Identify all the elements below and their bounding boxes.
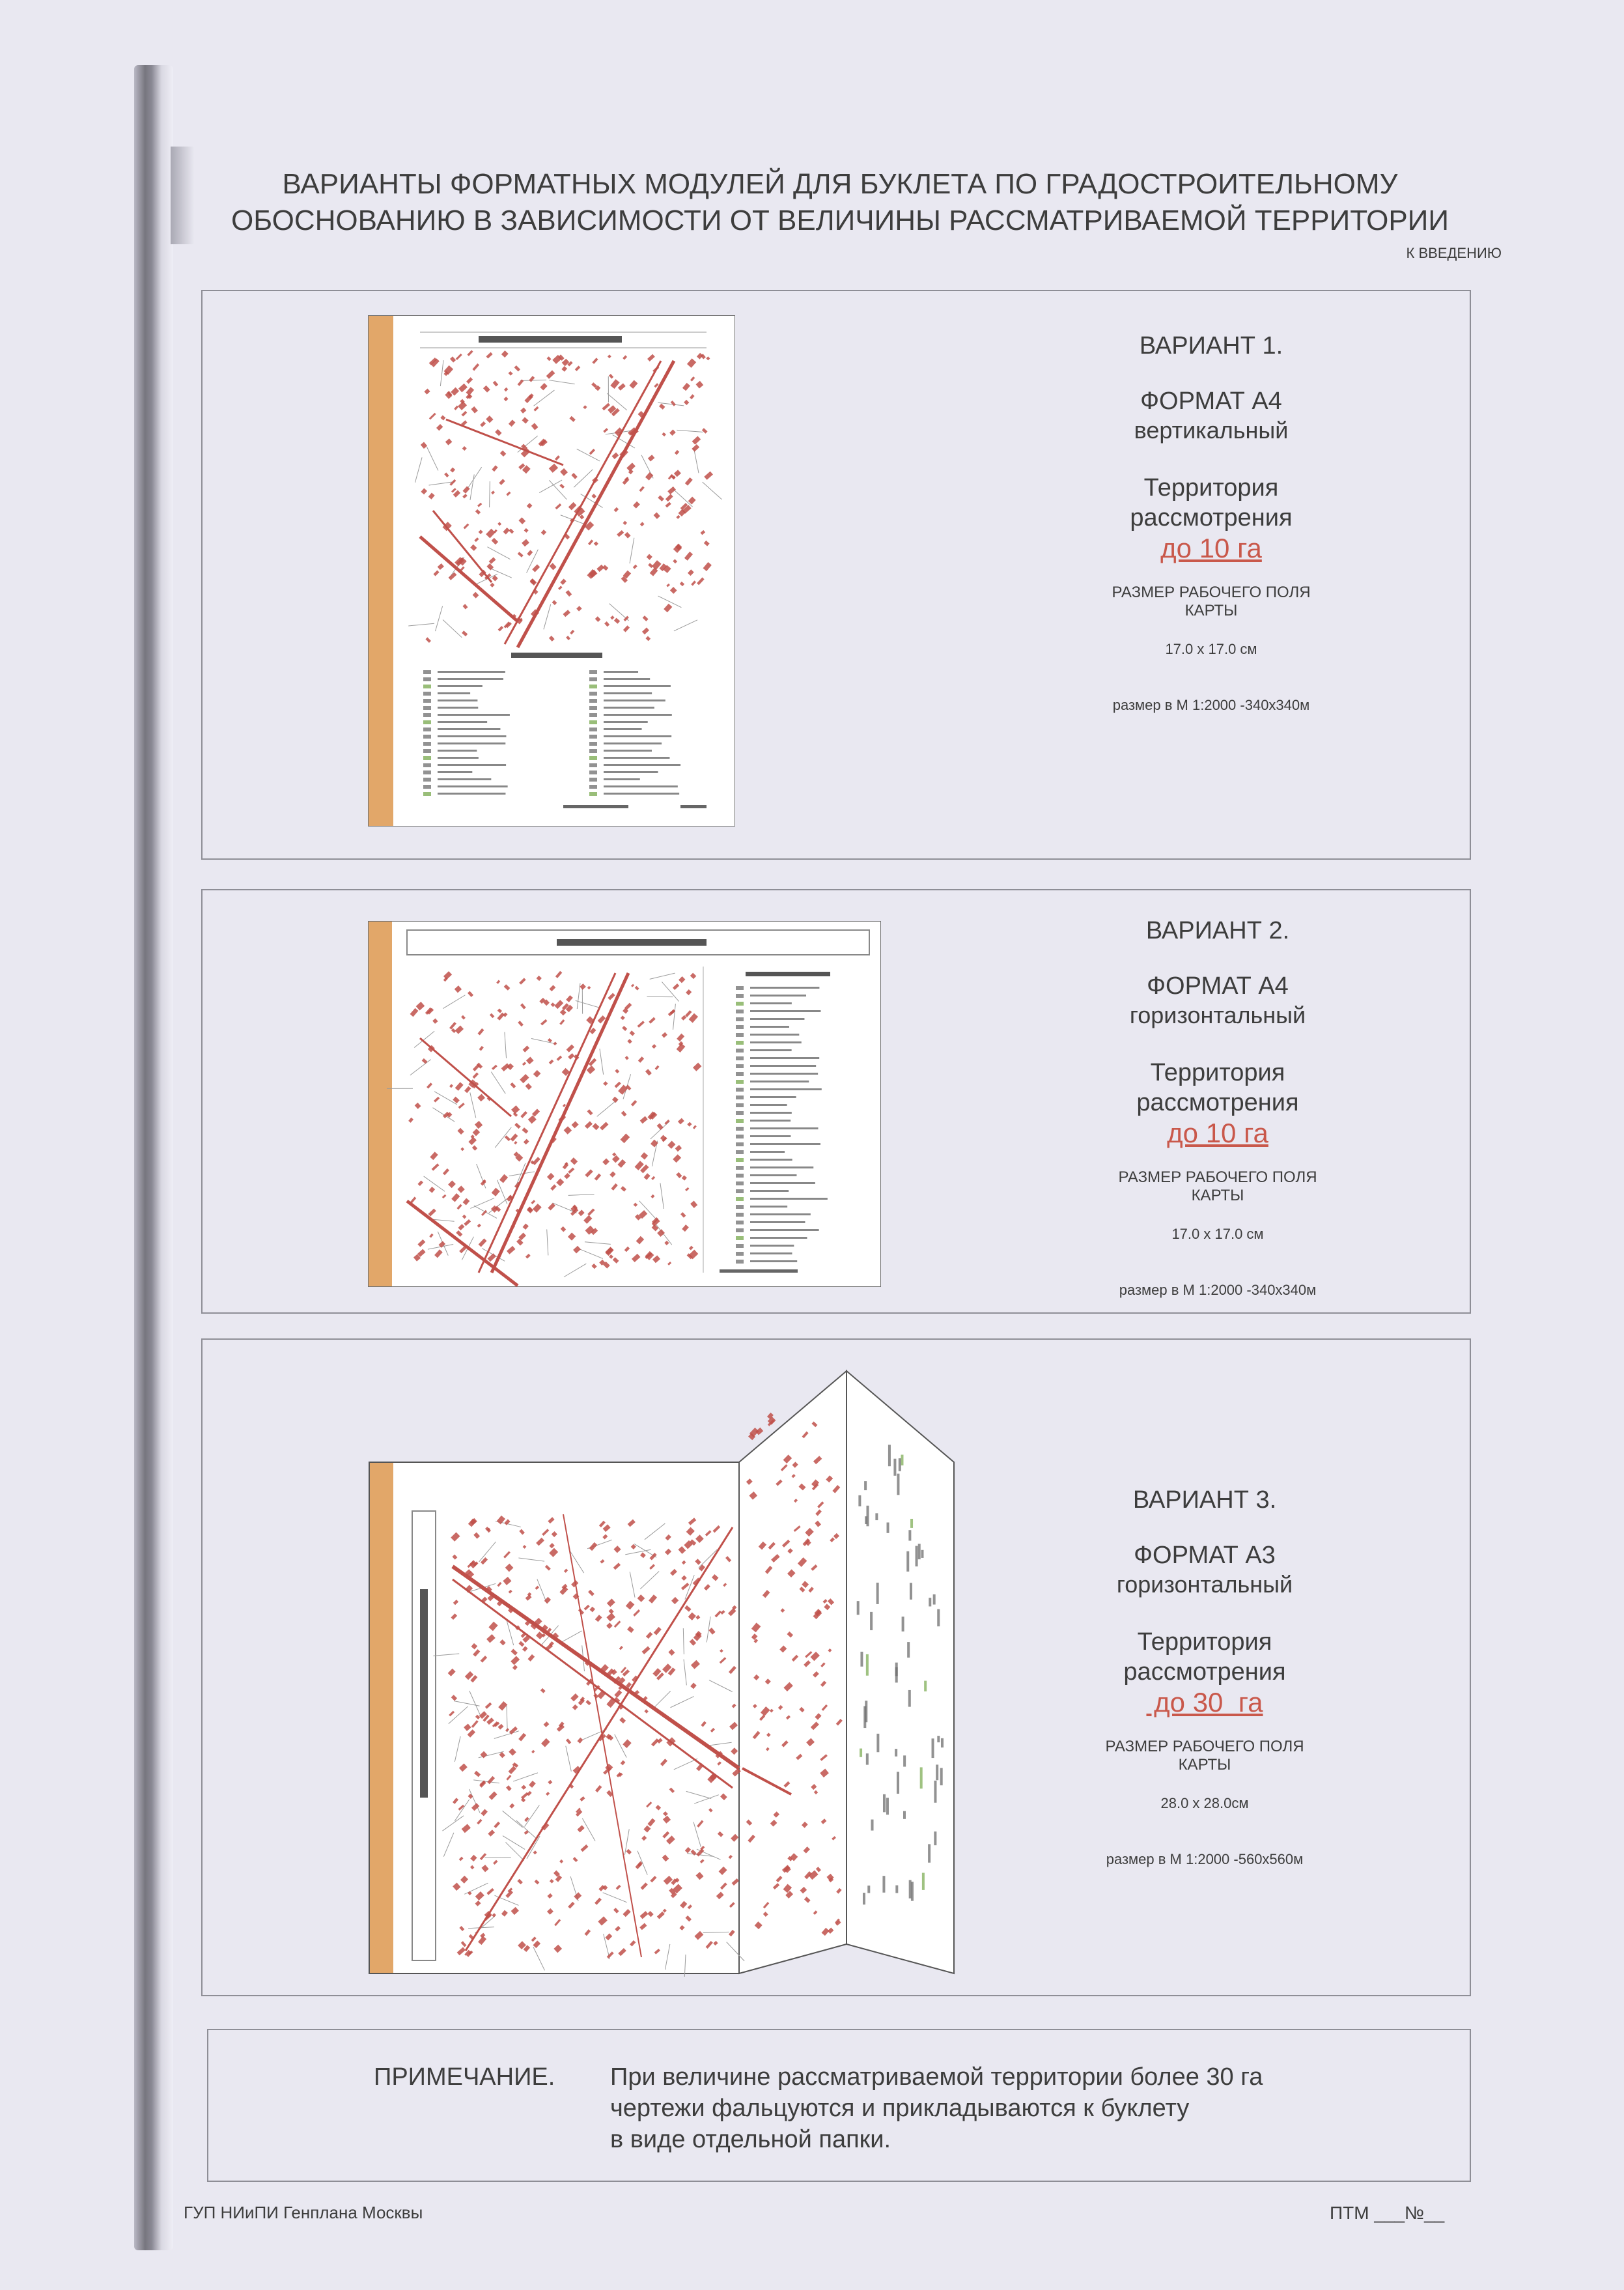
variant-1-area: до 10 га <box>1160 533 1262 563</box>
variant-1-sheet-thumbnail <box>368 315 735 827</box>
variant-2-territory-line-2: рассмотрения <box>1136 1089 1299 1116</box>
variant-3-title: ВАРИАНТ 3. <box>1132 1486 1277 1514</box>
binder-shadow <box>171 147 194 244</box>
variant-1-field-size: 17.0 х 17.0 см <box>1165 641 1257 657</box>
variant-3-area: до 30 га <box>1146 1687 1263 1717</box>
note-text <box>610 2061 1263 2155</box>
footer-organization: ГУП НИиПИ Генплана Москвы <box>184 2203 423 2222</box>
variant-3-territory-line-2: рассмотрения <box>1123 1658 1286 1686</box>
variant-3-format: ФОРМАТ А3 <box>1134 1542 1276 1569</box>
variant-2-info <box>1094 917 1341 1299</box>
variant-2-scale-size: размер в М 1:2000 -340х340м <box>1119 1282 1317 1298</box>
note-line-3: в виде отдельной папки. <box>610 2126 891 2153</box>
variant-3-field-size: 28.0 х 28.0см <box>1160 1795 1249 1811</box>
variant-2-sheet-thumbnail <box>368 921 881 1287</box>
variant-2-territory-line-1: Территория <box>1150 1059 1285 1086</box>
variant-2-title: ВАРИАНТ 2. <box>1145 917 1290 944</box>
variant-1-scale-size: размер в М 1:2000 -340х340м <box>1112 697 1310 713</box>
variant-1-orientation: вертикальный <box>1134 417 1289 444</box>
variant-2-field-label: РАЗМЕР РАБОЧЕГО ПОЛЯ КАРТЫ <box>1118 1168 1317 1204</box>
page-title <box>195 166 1485 239</box>
variant-1-title: ВАРИАНТ 1. <box>1139 332 1283 360</box>
variant-3-territory <box>1081 1627 1328 1687</box>
note-line-1: При величине рассматриваемой территории более 30 га <box>610 2063 1263 2091</box>
variant-3-scale-size: размер в М 1:2000 -560х560м <box>1106 1851 1304 1867</box>
variant-2-area: до 10 га <box>1167 1118 1268 1148</box>
variant-3-field-label: РАЗМЕР РАБОЧЕГО ПОЛЯ КАРТЫ <box>1105 1738 1304 1774</box>
variant-2-format: ФОРМАТ А4 <box>1147 972 1289 1000</box>
variant-3-folded-sheet-thumbnail <box>368 1364 967 1977</box>
note-line-2: чертежи фальцуются и прикладываются к буклету <box>610 2095 1190 2122</box>
variant-2-field-size: 17.0 х 17.0 см <box>1171 1226 1264 1242</box>
page-title-line-1: ВАРИАНТЫ ФОРМАТНЫХ МОДУЛЕЙ ДЛЯ БУКЛЕТА ПО ГРАДОСТРОИТЕЛЬНОМУ <box>282 168 1398 200</box>
binder-spine <box>134 65 173 2250</box>
variant-1-field-label: РАЗМЕР РАБОЧЕГО ПОЛЯ КАРТЫ <box>1112 584 1311 619</box>
variant-1-info <box>1087 332 1335 714</box>
variant-1-format: ФОРМАТ А4 <box>1140 388 1282 415</box>
footer-sheet-number: ПТМ ___№__ <box>1330 2203 1445 2223</box>
note-label: ПРИМЕЧАНИЕ. <box>374 2063 555 2091</box>
to-introduction-link[interactable]: К ВВЕДЕНИЮ <box>1406 245 1502 261</box>
variant-3-orientation: горизонтальный <box>1116 1571 1293 1598</box>
variant-2-territory <box>1094 1058 1341 1118</box>
variant-2-orientation: горизонтальный <box>1129 1002 1306 1028</box>
variant-3-territory-line-1: Территория <box>1137 1628 1272 1656</box>
page-title-line-2: ОБОСНОВАНИЮ В ЗАВИСИМОСТИ ОТ ВЕЛИЧИНЫ РАССМАТРИВАЕМОЙ ТЕРРИТОРИИ <box>231 205 1449 236</box>
variant-1-territory <box>1087 473 1335 533</box>
variant-3-info <box>1081 1486 1328 1868</box>
variant-1-territory-line-1: Территория <box>1143 474 1279 502</box>
variant-1-territory-line-2: рассмотрения <box>1130 504 1293 531</box>
